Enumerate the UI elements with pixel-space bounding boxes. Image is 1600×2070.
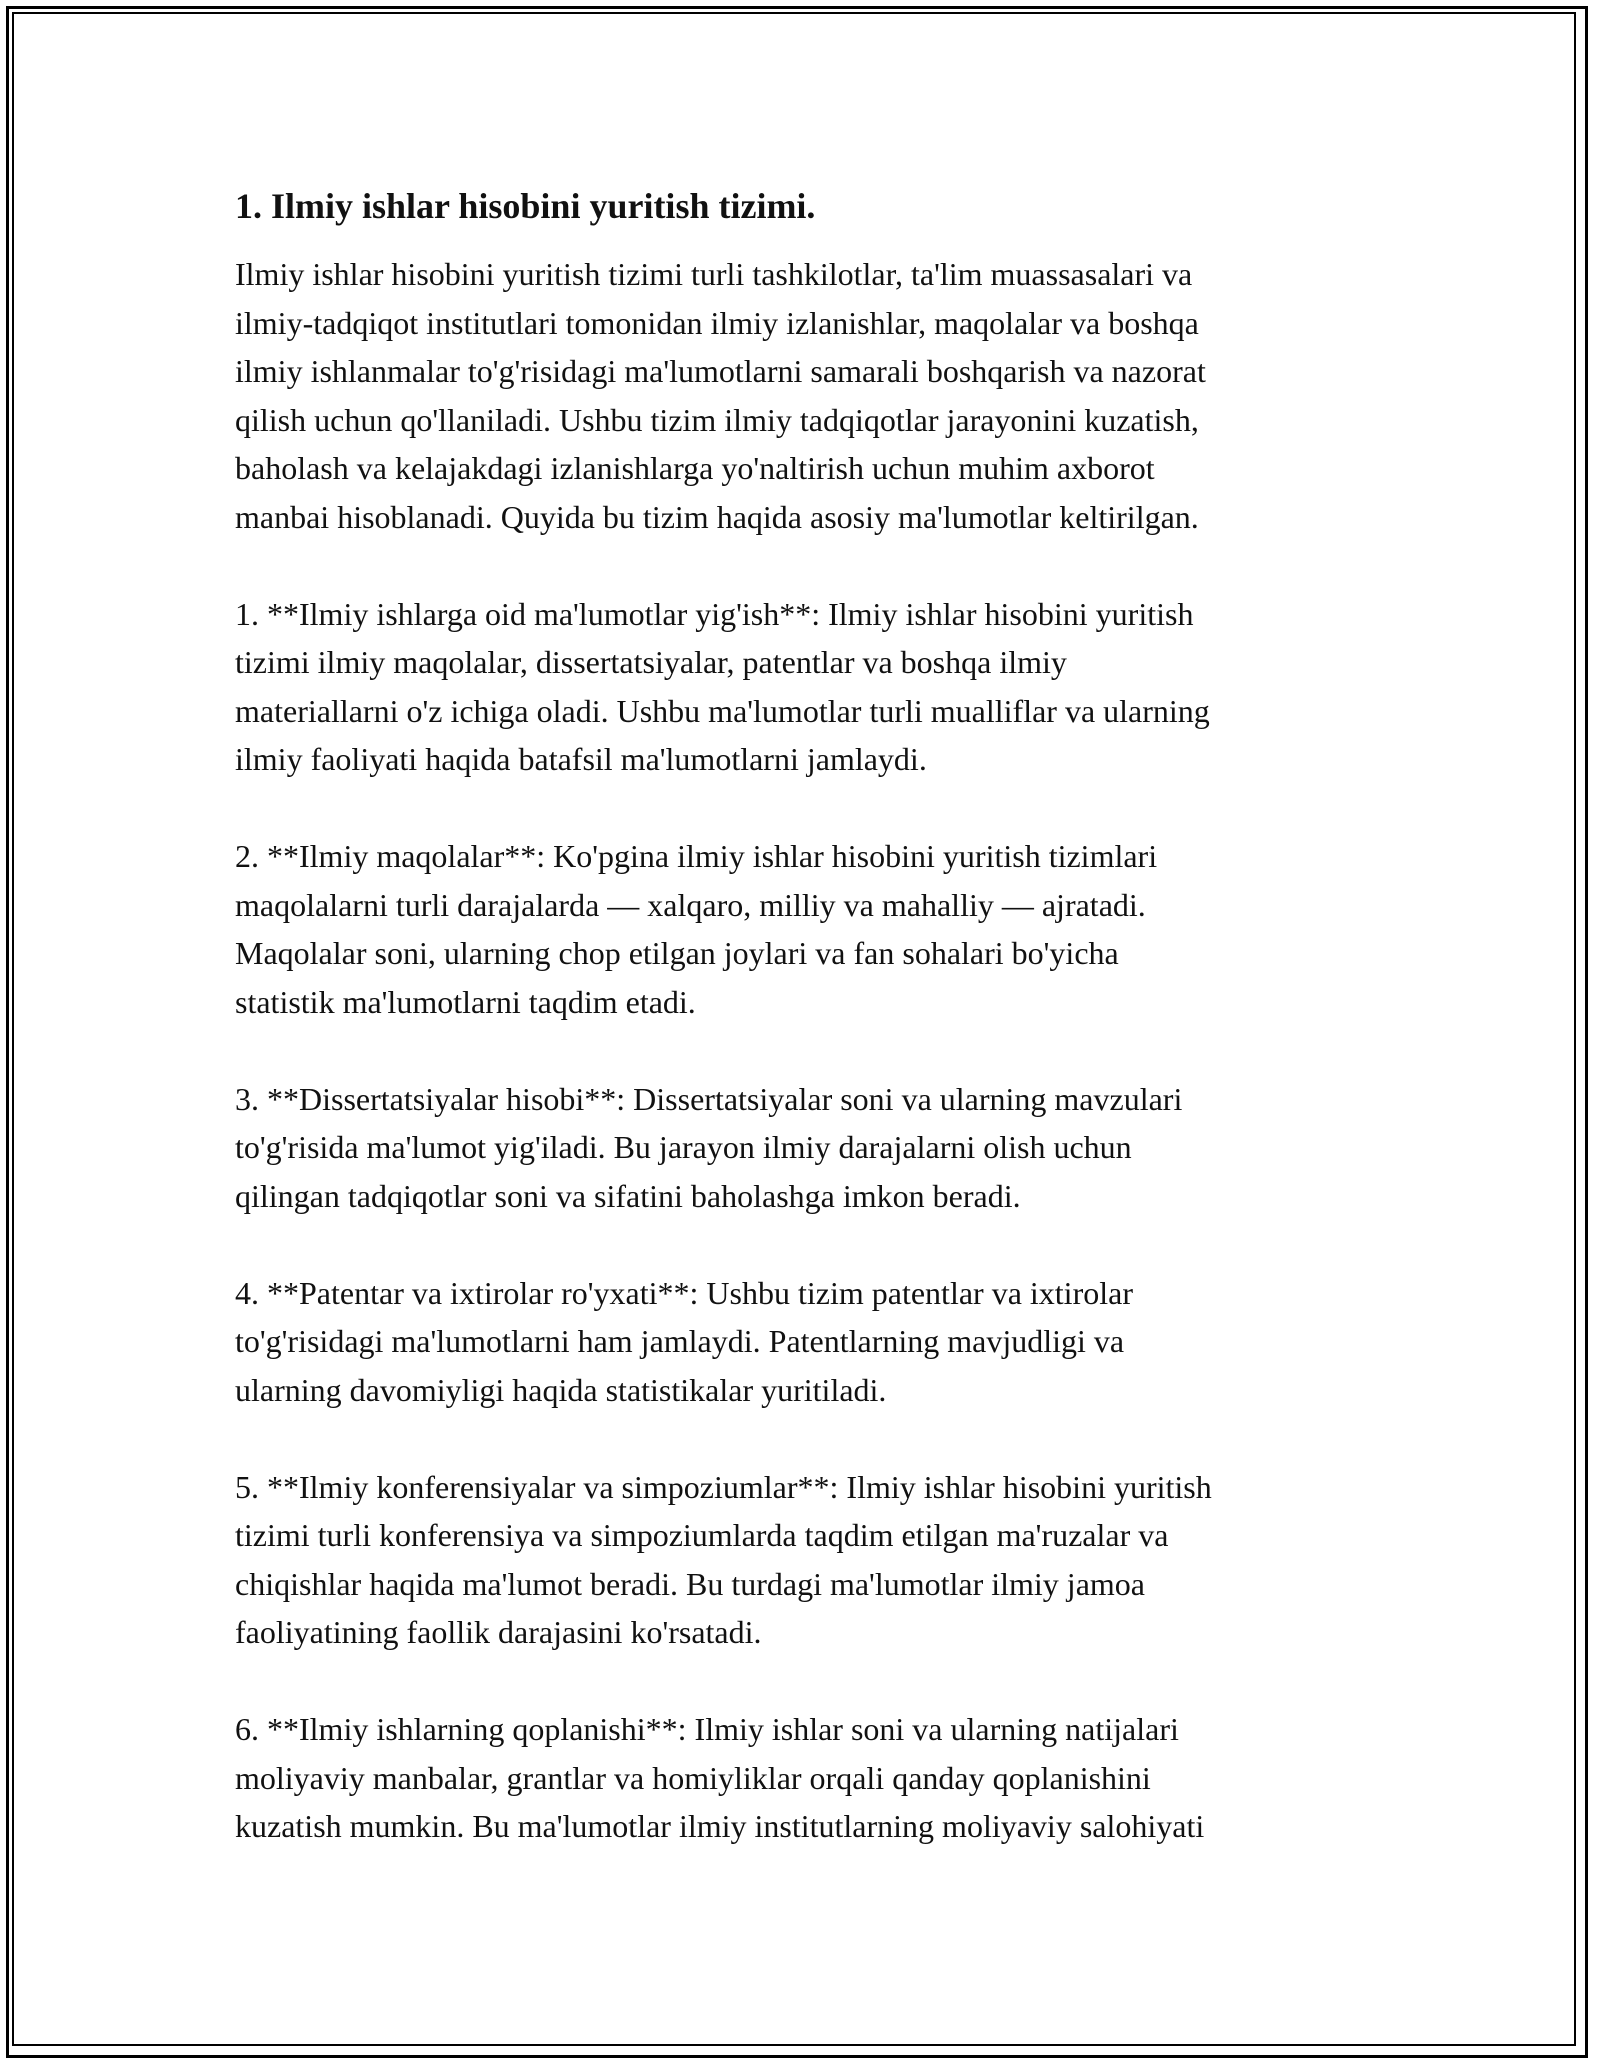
paragraph-item-4: 4. **Patentar va ixtirolar ro'yxati**: Ushbu tizim patentlar va ixtirolar to'g'risidagi ma'lumotlarni ham jamlaydi. Patentlarning mavjudligi va ularning davomiyligi haqida statistikalar yuritiladi. [235, 1274, 1133, 1408]
paragraph-item-2: 2. **Ilmiy maqolalar**: Ko'pgina ilmiy ishlar hisobini yuritish tizimlari maqolalarni turli darajalarda — xalqaro, milliy va mahalliy — ajratadi. Maqolalar soni, ularning chop etilgan joylari va fan sohalari bo'yicha statistik ma'lumotlarni taqdim etadi. [235, 838, 1158, 1020]
paragraph-intro: Ilmiy ishlar hisobini yuritish tizimi turli tashkilotlar, ta'lim muassasalari va ilmiy-tadqiqot institutlari tomonidan ilmiy izlanishlar, maqolalar va boshqa ilmiy ishlanmalar to'g'risidagi ma'lumotlarni samarali boshqarish va nazorat qilish uchun qo'llaniladi. Ushbu tizim ilmiy tadqiqotlar jarayonini kuzatish, baholash va kelajakdagi izlanishlarga yo'naltirish uchun muhim axborot manbai hisoblanadi. Quyida bu tizim haqida asosiy ma'lumotlar keltirilgan. [235, 256, 1206, 535]
document-body [235, 182, 1365, 1899]
paragraph-item-6: 6. **Ilmiy ishlarning qoplanishi**: Ilmiy ishlar soni va ularning natijalari moliyaviy manbalar, grantlar va homiyliklar orqali qanday qoplanishini kuzatish mumkin. Bu ma'lumotlar ilmiy institutlarning moliyaviy salohiyati [235, 1711, 1205, 1844]
paragraph-item-3: 3. **Dissertatsiyalar hisobi**: Dissertatsiyalar soni va ularning mavzulari to'g'risida ma'lumot yig'iladi. Bu jarayon ilmiy darajalarni olish uchun qilingan tadqiqotlar soni va sifatini baholashga imkon beradi. [235, 1080, 1183, 1214]
paragraph-item-1: 1. **Ilmiy ishlarga oid ma'lumotlar yig'ish**: Ilmiy ishlar hisobini yuritish tizimi ilmiy maqolalar, dissertatsiyalar, patentlar va boshqa ilmiy materiallarni o'z ichiga oladi. Ushbu ma'lumotlar turli mualliflar va ularning ilmiy faoliyati haqida batafsil ma'lumotlarni jamlaydi. [235, 595, 1210, 777]
paragraph-item-5: 5. **Ilmiy konferensiyalar va simpoziumlar**: Ilmiy ishlar hisobini yuritish tizimi turli konferensiya va simpoziumlarda taqdim etilgan ma'ruzalar va chiqishlar haqida ma'lumot beradi. Bu turdagi ma'lumotlar ilmiy jamoa faoliyatining faollik darajasini ko'rsatadi. [235, 1468, 1212, 1650]
document-title: 1. Ilmiy ishlar hisobini yuritish tizimi. [235, 186, 816, 226]
